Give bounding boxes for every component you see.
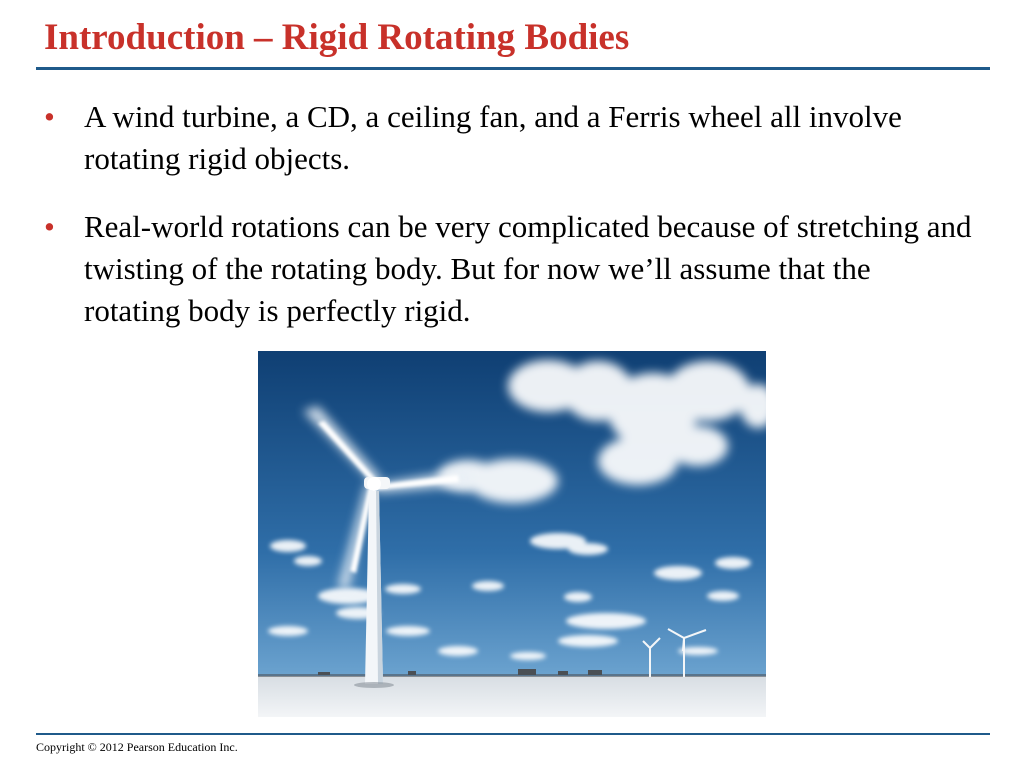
- bullet-marker: •: [44, 209, 55, 244]
- bullet-list: [44, 96, 974, 358]
- copyright-text: Copyright © 2012 Pearson Education Inc.: [36, 740, 238, 754]
- bullet-text: Real-world rotations can be very complicated because of stretching and twisting of the rotating body. But for now we’ll assume that the rotating body is perfectly rigid.: [84, 209, 972, 328]
- bullet-text: A wind turbine, a CD, a ceiling fan, and a Ferris wheel all involve rotating rigid objects.: [84, 99, 902, 176]
- bullet-item: [44, 96, 974, 180]
- footer-divider: [36, 733, 990, 735]
- wind-turbines-photo: [258, 351, 766, 717]
- title-divider: [36, 67, 990, 70]
- bullet-item: [44, 206, 974, 332]
- slide-title: Introduction – Rigid Rotating Bodies: [44, 17, 630, 58]
- bullet-marker: •: [44, 99, 55, 134]
